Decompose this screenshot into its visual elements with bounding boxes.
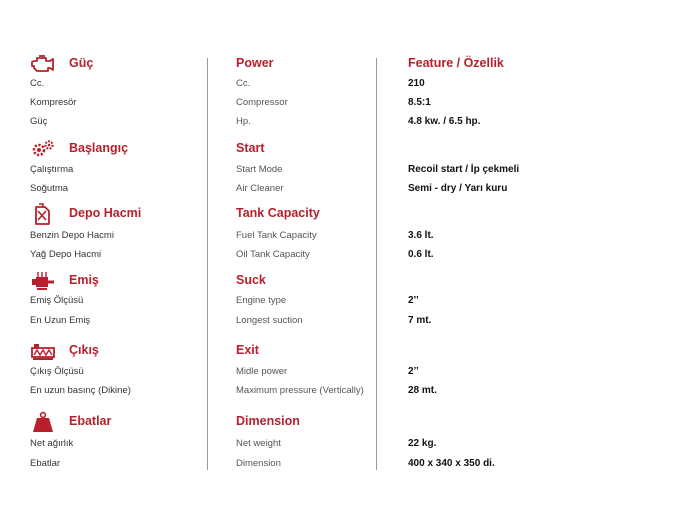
spec-value: 2’’ (408, 366, 419, 377)
spec-row (0, 315, 680, 333)
label-en: Net weight (236, 438, 281, 449)
section-title-en: Dimension (236, 414, 300, 428)
spec-value: 3.6 lt. (408, 230, 434, 241)
suction-pipe-icon (30, 270, 56, 292)
pump-outlet-icon (30, 340, 56, 362)
spec-row (0, 97, 680, 115)
label-en: Cc. (236, 78, 251, 89)
label-tr: En Uzun Emiş (30, 315, 91, 326)
label-tr: Soğutma (30, 183, 69, 194)
label-tr: Ebatlar (30, 458, 61, 469)
label-en: Midle power (236, 366, 288, 377)
spec-value: 8.5:1 (408, 97, 431, 108)
spec-value: 2’’ (408, 295, 419, 306)
label-tr: Kompresör (30, 97, 77, 108)
engine-icon (30, 53, 56, 75)
spec-row (0, 438, 680, 456)
section-header-start (0, 138, 680, 162)
spec-value: Recoil start / İp çekmeli (408, 164, 520, 175)
spec-value: 7 mt. (408, 315, 432, 326)
label-en: Compressor (236, 97, 288, 108)
spec-value: 4.8 kw. / 6.5 hp. (408, 116, 481, 127)
label-tr: Çıkış Ölçüsü (30, 366, 84, 377)
section-title-en: Exit (236, 343, 259, 357)
spec-row (0, 385, 680, 403)
section-header-exit (0, 340, 680, 364)
section-title-en: Power (236, 56, 274, 70)
spec-row (0, 78, 680, 96)
label-tr: Cc. (30, 78, 45, 89)
label-tr: En uzun basınç (Dikine) (30, 385, 131, 396)
gears-icon (30, 138, 56, 160)
label-tr: Yağ Depo Hacmi (30, 249, 102, 260)
label-en: Air Cleaner (236, 183, 284, 194)
spec-row (0, 164, 680, 182)
weight-icon (30, 411, 56, 433)
spec-value: 400 x 340 x 350 di. (408, 458, 495, 469)
label-tr: Emiş Ölçüsü (30, 295, 84, 306)
label-tr: Çalıştırma (30, 164, 74, 175)
section-title-tr: Güç (69, 56, 94, 70)
spec-row (0, 458, 680, 476)
label-en: Longest suction (236, 315, 303, 326)
spec-value: 0.6 lt. (408, 249, 434, 260)
section-header-dimension (0, 411, 680, 435)
label-en: Start Mode (236, 164, 283, 175)
label-en: Dimension (236, 458, 281, 469)
section-title-tr: Başlangıç (69, 141, 129, 155)
section-title-tr: Depo Hacmi (69, 206, 142, 220)
spec-row (0, 366, 680, 384)
section-header-tank (0, 203, 680, 227)
label-en: Fuel Tank Capacity (236, 230, 317, 241)
spec-row (0, 183, 680, 201)
spec-value: 28 mt. (408, 385, 437, 396)
section-title-tr: Emiş (69, 273, 99, 287)
spec-value: Semi - dry / Yarı kuru (408, 183, 508, 194)
feature-column-header: Feature / Özellik (408, 56, 504, 70)
section-title-en: Start (236, 141, 265, 155)
fuel-can-icon (30, 203, 56, 225)
spec-row (0, 116, 680, 134)
section-title-en: Suck (236, 273, 266, 287)
section-title-tr: Ebatlar (69, 414, 112, 428)
section-header-suck (0, 270, 680, 294)
label-en: Oil Tank Capacity (236, 249, 310, 260)
spec-value: 22 kg. (408, 438, 437, 449)
label-en: Engine type (236, 295, 287, 306)
label-tr: Benzin Depo Hacmi (30, 230, 114, 241)
section-header-power (0, 53, 680, 77)
label-tr: Güç (30, 116, 48, 127)
spec-row (0, 230, 680, 248)
label-tr: Net ağırlık (30, 438, 74, 449)
section-title-en: Tank Capacity (236, 206, 320, 220)
label-en: Maximum pressure (Vertically) (236, 385, 364, 396)
section-title-tr: Çıkış (69, 343, 99, 357)
label-en: Hp. (236, 116, 251, 127)
spec-row (0, 295, 680, 313)
spec-row (0, 249, 680, 267)
spec-value: 210 (408, 78, 425, 89)
